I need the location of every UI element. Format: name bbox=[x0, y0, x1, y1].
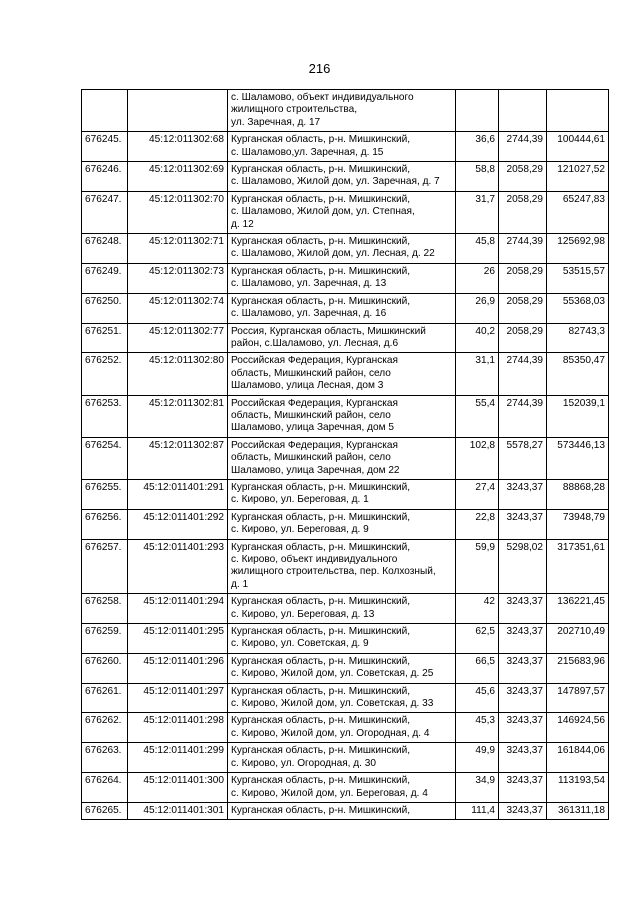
area-cell: 36,6 bbox=[456, 132, 499, 162]
cadastral-number-cell: 45:12:011401:300 bbox=[128, 773, 228, 803]
cadastral-number-cell: 45:12:011302:68 bbox=[128, 132, 228, 162]
area-cell: 102,8 bbox=[456, 437, 499, 479]
record-number-cell: 676264. bbox=[82, 773, 128, 803]
cadastral-value-cell: 121027,52 bbox=[547, 162, 609, 192]
record-number-cell: 676262. bbox=[82, 713, 128, 743]
table-row bbox=[82, 773, 609, 803]
cadastral-number-cell: 45:12:011302:73 bbox=[128, 263, 228, 293]
address-cell: Российская Федерация, Курганская область, Мишкинский район, село Шаламово, улица Заречная, дом 22 bbox=[228, 437, 456, 479]
unit-price-cell: 3243,37 bbox=[499, 713, 547, 743]
cadastral-value-cell: 88868,28 bbox=[547, 479, 609, 509]
cadastral-value-cell: 152039,1 bbox=[547, 395, 609, 437]
table-row bbox=[82, 395, 609, 437]
table-body bbox=[82, 90, 609, 820]
table-row bbox=[82, 162, 609, 192]
area-cell: 111,4 bbox=[456, 802, 499, 819]
address-cell: Курганская область, р-н. Мишкинский, с. Кирово, ул. Советская, д. 9 bbox=[228, 624, 456, 654]
table-row bbox=[82, 594, 609, 624]
cadastral-value-cell: 53515,57 bbox=[547, 263, 609, 293]
cadastral-value-cell: 100444,61 bbox=[547, 132, 609, 162]
unit-price-cell: 2744,39 bbox=[499, 395, 547, 437]
table-row bbox=[82, 90, 609, 132]
record-number-cell: 676250. bbox=[82, 293, 128, 323]
area-cell: 31,1 bbox=[456, 353, 499, 395]
cadastral-number-cell: 45:12:011401:292 bbox=[128, 509, 228, 539]
address-cell: Курганская область, р-н. Мишкинский, с. Кирово, ул. Береговая, д. 1 bbox=[228, 479, 456, 509]
address-cell: Курганская область, р-н. Мишкинский, с. Шаламово, ул. Заречная, д. 13 bbox=[228, 263, 456, 293]
cadastral-value-cell: 161844,06 bbox=[547, 743, 609, 773]
cadastral-value-cell: 136221,45 bbox=[547, 594, 609, 624]
page-number: 216 bbox=[308, 61, 331, 76]
address-cell: Курганская область, р-н. Мишкинский, с. Шаламово, Жилой дом, ул. Лесная, д. 22 bbox=[228, 234, 456, 264]
cadastral-number-cell: 45:12:011401:297 bbox=[128, 683, 228, 713]
table-row bbox=[82, 191, 609, 233]
unit-price-cell: 2744,39 bbox=[499, 353, 547, 395]
record-number-cell: 676265. bbox=[82, 802, 128, 819]
address-cell: Курганская область, р-н. Мишкинский, с. Шаламово,ул. Заречная, д. 15 bbox=[228, 132, 456, 162]
table-row bbox=[82, 713, 609, 743]
record-number-cell: 676252. bbox=[82, 353, 128, 395]
record-number-cell: 676258. bbox=[82, 594, 128, 624]
address-cell: Курганская область, р-н. Мишкинский, с. Кирово, Жилой дом, ул. Береговая, д. 4 bbox=[228, 773, 456, 803]
record-number-cell: 676257. bbox=[82, 539, 128, 594]
cadastral-value-cell: 85350,47 bbox=[547, 353, 609, 395]
record-number-cell: 676263. bbox=[82, 743, 128, 773]
cadastral-value-cell: 361311,18 bbox=[547, 802, 609, 819]
cadastral-number-cell: 45:12:011401:298 bbox=[128, 713, 228, 743]
area-cell: 45,8 bbox=[456, 234, 499, 264]
record-number-cell: 676251. bbox=[82, 323, 128, 353]
table-row bbox=[82, 653, 609, 683]
cadastral-value-cell: 113193,54 bbox=[547, 773, 609, 803]
unit-price-cell: 5298,02 bbox=[499, 539, 547, 594]
cadastral-number-cell: 45:12:011401:296 bbox=[128, 653, 228, 683]
record-number-cell: 676248. bbox=[82, 234, 128, 264]
cadastral-value-cell: 146924,56 bbox=[547, 713, 609, 743]
area-cell: 40,2 bbox=[456, 323, 499, 353]
area-cell: 45,6 bbox=[456, 683, 499, 713]
table-row bbox=[82, 263, 609, 293]
unit-price-cell: 2058,29 bbox=[499, 323, 547, 353]
unit-price-cell: 2058,29 bbox=[499, 293, 547, 323]
table-row bbox=[82, 479, 609, 509]
unit-price-cell: 5578,27 bbox=[499, 437, 547, 479]
record-number-cell: 676253. bbox=[82, 395, 128, 437]
cadastral-number-cell: 45:12:011302:70 bbox=[128, 191, 228, 233]
area-cell: 62,5 bbox=[456, 624, 499, 654]
record-number-cell: 676245. bbox=[82, 132, 128, 162]
table-row bbox=[82, 802, 609, 819]
address-cell: Курганская область, р-н. Мишкинский, с. Кирово, Жилой дом, ул. Советская, д. 25 bbox=[228, 653, 456, 683]
cadastral-number-cell: 45:12:011401:299 bbox=[128, 743, 228, 773]
table-row bbox=[82, 509, 609, 539]
area-cell: 45,3 bbox=[456, 713, 499, 743]
address-cell: Россия, Курганская область, Мишкинский район, с.Шаламово, ул. Лесная, д.6 bbox=[228, 323, 456, 353]
unit-price-cell: 3243,37 bbox=[499, 624, 547, 654]
table-row bbox=[82, 624, 609, 654]
record-number-cell: 676256. bbox=[82, 509, 128, 539]
cadastral-value-cell: 82743,3 bbox=[547, 323, 609, 353]
table-row bbox=[82, 353, 609, 395]
address-cell: Курганская область, р-н. Мишкинский, bbox=[228, 802, 456, 819]
unit-price-cell: 3243,37 bbox=[499, 509, 547, 539]
area-cell bbox=[456, 90, 499, 132]
cadastral-value-cell: 125692,98 bbox=[547, 234, 609, 264]
area-cell: 34,9 bbox=[456, 773, 499, 803]
unit-price-cell: 2744,39 bbox=[499, 132, 547, 162]
record-number-cell: 676261. bbox=[82, 683, 128, 713]
table-row bbox=[82, 743, 609, 773]
address-cell: Курганская область, р-н. Мишкинский, с. Кирово, Жилой дом, ул. Огородная, д. 4 bbox=[228, 713, 456, 743]
cadastral-number-cell: 45:12:011302:87 bbox=[128, 437, 228, 479]
cadastral-value-cell: 147897,57 bbox=[547, 683, 609, 713]
address-cell: Курганская область, р-н. Мишкинский, с. Кирово, ул. Береговая, д. 9 bbox=[228, 509, 456, 539]
cadastral-number-cell: 45:12:011302:81 bbox=[128, 395, 228, 437]
cadastral-number-cell: 45:12:011302:80 bbox=[128, 353, 228, 395]
area-cell: 27,4 bbox=[456, 479, 499, 509]
unit-price-cell: 3243,37 bbox=[499, 653, 547, 683]
area-cell: 59,9 bbox=[456, 539, 499, 594]
table-row bbox=[82, 323, 609, 353]
cadastral-value-cell: 202710,49 bbox=[547, 624, 609, 654]
unit-price-cell: 3243,37 bbox=[499, 594, 547, 624]
unit-price-cell: 2058,29 bbox=[499, 162, 547, 192]
address-cell: Курганская область, р-н. Мишкинский, с. Кирово, ул. Огородная, д. 30 bbox=[228, 743, 456, 773]
unit-price-cell bbox=[499, 90, 547, 132]
area-cell: 42 bbox=[456, 594, 499, 624]
area-cell: 26,9 bbox=[456, 293, 499, 323]
cadastral-number-cell: 45:12:011401:291 bbox=[128, 479, 228, 509]
cadastral-value-cell: 65247,83 bbox=[547, 191, 609, 233]
cadastral-number-cell: 45:12:011302:77 bbox=[128, 323, 228, 353]
unit-price-cell: 2058,29 bbox=[499, 263, 547, 293]
cadastral-number-cell: 45:12:011302:69 bbox=[128, 162, 228, 192]
cadastral-number-cell: 45:12:011401:293 bbox=[128, 539, 228, 594]
table-row bbox=[82, 293, 609, 323]
area-cell: 55,4 bbox=[456, 395, 499, 437]
record-number-cell: 676247. bbox=[82, 191, 128, 233]
cadastral-number-cell: 45:12:011401:295 bbox=[128, 624, 228, 654]
address-cell: Курганская область, р-н. Мишкинский, с. Шаламово, ул. Заречная, д. 16 bbox=[228, 293, 456, 323]
table-row bbox=[82, 437, 609, 479]
area-cell: 58,8 bbox=[456, 162, 499, 192]
unit-price-cell: 3243,37 bbox=[499, 743, 547, 773]
address-cell: Курганская область, р-н. Мишкинский, с. Кирово, Жилой дом, ул. Советская, д. 33 bbox=[228, 683, 456, 713]
area-cell: 66,5 bbox=[456, 653, 499, 683]
cadastral-value-cell: 573446,13 bbox=[547, 437, 609, 479]
address-cell: Курганская область, р-н. Мишкинский, с. Кирово, ул. Береговая, д. 13 bbox=[228, 594, 456, 624]
record-number-cell bbox=[82, 90, 128, 132]
cadastral-number-cell: 45:12:011401:301 bbox=[128, 802, 228, 819]
table-row bbox=[82, 683, 609, 713]
cadastral-value-cell: 73948,79 bbox=[547, 509, 609, 539]
area-cell: 22,8 bbox=[456, 509, 499, 539]
cadastral-value-cell bbox=[547, 90, 609, 132]
address-cell: Курганская область, р-н. Мишкинский, с. Шаламово, Жилой дом, ул. Степная, д. 12 bbox=[228, 191, 456, 233]
address-cell: Курганская область, р-н. Мишкинский, с. Кирово, объект индивидуального жилищного строительства, пер. Колхозный, д. 1 bbox=[228, 539, 456, 594]
record-number-cell: 676255. bbox=[82, 479, 128, 509]
area-cell: 31,7 bbox=[456, 191, 499, 233]
cadastral-value-cell: 215683,96 bbox=[547, 653, 609, 683]
record-number-cell: 676259. bbox=[82, 624, 128, 654]
table-row bbox=[82, 234, 609, 264]
unit-price-cell: 3243,37 bbox=[499, 479, 547, 509]
cadastral-number-cell: 45:12:011302:71 bbox=[128, 234, 228, 264]
address-cell: Курганская область, р-н. Мишкинский, с. Шаламово, Жилой дом, ул. Заречная, д. 7 bbox=[228, 162, 456, 192]
cadastral-number-cell: 45:12:011302:74 bbox=[128, 293, 228, 323]
area-cell: 26 bbox=[456, 263, 499, 293]
address-cell: Российская Федерация, Курганская область, Мишкинский район, село Шаламово, улица Заречная, дом 5 bbox=[228, 395, 456, 437]
area-cell: 49,9 bbox=[456, 743, 499, 773]
unit-price-cell: 3243,37 bbox=[499, 773, 547, 803]
table-row bbox=[82, 539, 609, 594]
record-number-cell: 676254. bbox=[82, 437, 128, 479]
unit-price-cell: 3243,37 bbox=[499, 683, 547, 713]
record-number-cell: 676260. bbox=[82, 653, 128, 683]
property-registry-table bbox=[81, 89, 609, 820]
unit-price-cell: 2744,39 bbox=[499, 234, 547, 264]
cadastral-number-cell: 45:12:011401:294 bbox=[128, 594, 228, 624]
cadastral-value-cell: 317351,61 bbox=[547, 539, 609, 594]
record-number-cell: 676246. bbox=[82, 162, 128, 192]
cadastral-value-cell: 55368,03 bbox=[547, 293, 609, 323]
unit-price-cell: 2058,29 bbox=[499, 191, 547, 233]
address-cell: Российская Федерация, Курганская область, Мишкинский район, село Шаламово, улица Лесная, дом 3 bbox=[228, 353, 456, 395]
record-number-cell: 676249. bbox=[82, 263, 128, 293]
unit-price-cell: 3243,37 bbox=[499, 802, 547, 819]
table-row bbox=[82, 132, 609, 162]
address-cell: с. Шаламово, объект индивидуального жилищного строительства, ул. Заречная, д. 17 bbox=[228, 90, 456, 132]
cadastral-number-cell bbox=[128, 90, 228, 132]
